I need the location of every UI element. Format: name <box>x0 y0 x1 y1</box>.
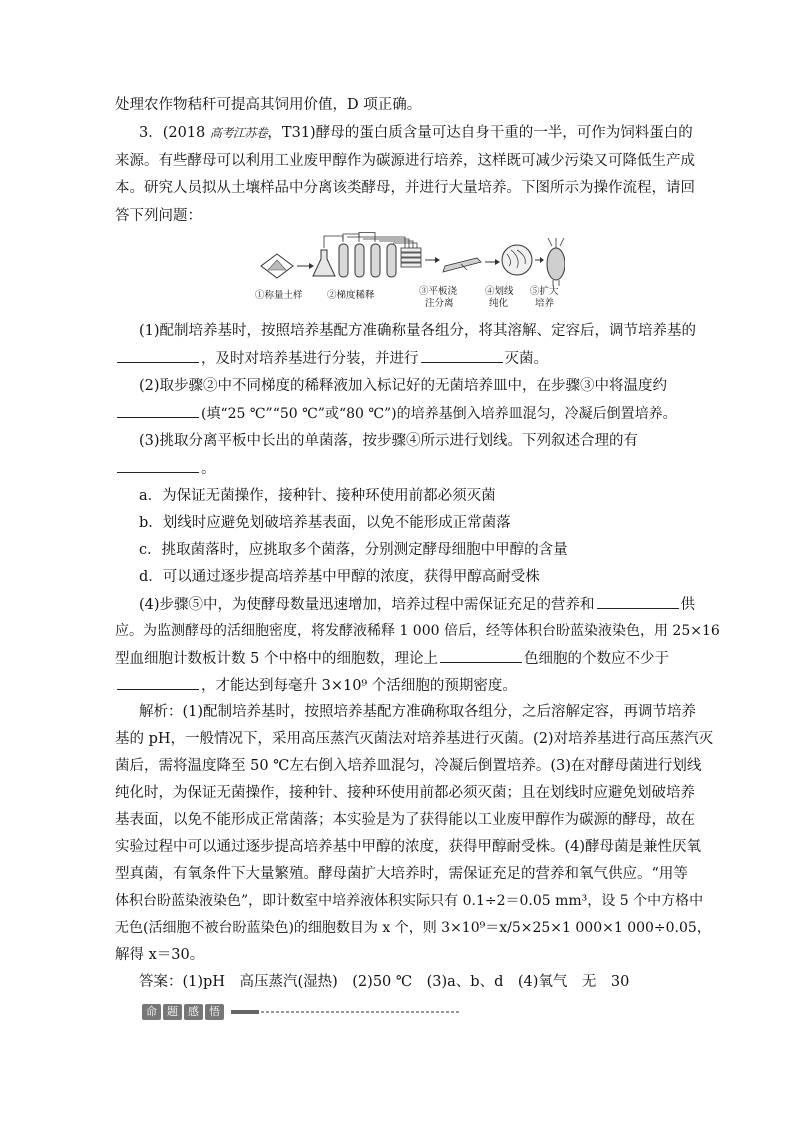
badge-char: 题 <box>163 1004 182 1020</box>
solution-text: 纯化时，为保证无菌操作，接种针、接种环使用前都必须灭菌；且在划线时应避免划破培养 <box>115 785 695 801</box>
solution-text: 型真菌，有氧条件下大量繁殖。酵母菌扩大培养时，需保证充足的营养和氧气供应。“用等 <box>115 866 688 882</box>
answer-blank <box>117 403 199 418</box>
answer-blank <box>440 648 522 663</box>
answer-blank <box>117 675 199 690</box>
question-4-cont <box>115 675 517 696</box>
answer-blank <box>597 594 679 609</box>
solution-text: 基表面，以免不能形成正常菌落；本实验是为了获得能以工业废甲醇作为碳源的酵母，故在 <box>115 812 695 828</box>
text-line: 来源。有些酵母可以利用工业废甲醇作为碳源进行培养，这样既可减少污染又可降低生产成 <box>115 153 695 169</box>
diagram-caption: 培养 <box>535 298 555 309</box>
option-d: d．可以通过逐步提高培养基中甲醇的浓度，获得甲醇高耐受株 <box>139 569 540 585</box>
question-3-header <box>139 123 693 143</box>
text-fragment: ，T31)酵母的蛋白质含量可达自身干重的一半，可作为饲料蛋白的 <box>267 125 693 141</box>
option-b: b．划线时应避免划破培养基表面，以免不能形成正常菌落 <box>139 515 511 531</box>
solution-text: 解析：(1)配制培养基时，按照培养基配方准确称取各组分，之后溶解定容，再调节培养 <box>139 704 697 720</box>
answer-blank <box>421 348 503 363</box>
procedure-diagram-svg <box>255 232 565 296</box>
solution-text: 解得 x＝30。 <box>115 947 205 963</box>
solution-text: 菌后，需将温度降至 50 ℃左右倒入培养皿混匀，冷凝后倒置培养。(3)在对酵母菌进行划线 <box>115 758 702 774</box>
text-fragment: 3．(2018 <box>139 125 210 141</box>
answer-blank <box>117 458 199 473</box>
text-fragment: 。 <box>201 461 216 477</box>
question-2: (2)取步骤②中不同梯度的稀释液加入标记好的无菌培养皿中，在步骤③中将温度约 <box>139 378 668 394</box>
diagram-caption: ⑤扩大 <box>530 286 559 297</box>
question-4-cont <box>115 648 669 669</box>
badge-char: 感 <box>184 1004 203 1020</box>
text-line: 答下列问题： <box>115 208 202 224</box>
question-3: (3)挑取分离平板中长出的单菌落，按步骤④所示进行划线。下列叙述合理的有 <box>139 433 639 449</box>
option-c: c．挑取菌落时，应挑取多个菌落，分别测定酵母细胞中甲醇的含量 <box>139 542 568 558</box>
solution-text: 体积台盼蓝染液染色”，即计数室中培养液体积实际只有 0.1÷2＝0.05 mm³，设 5 个中方格中 <box>115 893 704 909</box>
solution-text: 实验过程中可以通过逐步提高培养基中甲醇的浓度，获得甲醇耐受株。(4)酵母菌是兼性厌氧 <box>115 839 702 855</box>
diagram-caption: ②梯度稀释 <box>327 290 375 301</box>
procedure-diagram <box>255 232 565 320</box>
diagram-caption: ③平板浇 <box>419 286 458 297</box>
source-label: 高考江苏卷 <box>209 126 268 140</box>
text-line: 本。研究人员拟从土壤样品中分离该类酵母，并进行大量培养。下图所示为操作流程，请回 <box>115 180 695 196</box>
question-1: (1)配制培养基时，按照培养基配方准确称量各组分，将其溶解、定容后，调节培养基的 <box>139 323 697 339</box>
text-fragment: 灭菌。 <box>504 351 548 367</box>
question-2-cont <box>115 403 677 424</box>
text-fragment: ，才能达到每毫升 3×10⁹ 个活细胞的预期密度。 <box>201 678 517 694</box>
answer-line: 答案：(1)pH 高压蒸汽(湿热) (2)50 ℃ (3)a、b、d (4)氧气 无 30 <box>139 974 630 990</box>
badge-char: 悟 <box>205 1004 224 1020</box>
text-fragment: 供 <box>680 597 696 613</box>
text-fragment: 型血细胞计数板计数 5 个中格中的细胞数，理论上 <box>115 651 438 667</box>
divider <box>231 1011 461 1013</box>
question-4 <box>139 594 695 615</box>
question-3-cont <box>115 458 216 479</box>
question-4-cont: 应。为监测酵母的活细胞密度，将发酵液稀释 1 000 倍后，经等体积台盼蓝染液染色，用 25×16 <box>115 623 720 639</box>
text-fragment: ，及时对培养基进行分装，并进行 <box>201 351 419 367</box>
diagram-caption: ④划线 <box>485 286 514 297</box>
text-line: 处理农作物秸秆可提高其饲用价值，D 项正确。 <box>115 97 422 113</box>
diagram-caption: 注分离 <box>425 298 454 309</box>
text-fragment: 色细胞的个数应不少于 <box>523 651 669 667</box>
section-badge <box>142 1004 224 1020</box>
option-a: a．为保证无菌操作，接种针、接种环使用前都必须灭菌 <box>139 488 496 504</box>
badge-char: 命 <box>142 1004 161 1020</box>
diagram-caption: 纯化 <box>489 298 509 309</box>
diagram-caption: ①称量土样 <box>255 290 303 301</box>
solution-text: 基的 pH，一般情况下，采用高压蒸汽灭菌法对培养基进行灭菌。(2)对培养基进行高压蒸汽灭 <box>115 731 714 747</box>
question-1-cont <box>115 348 548 369</box>
solution-text: 无色(活细胞不被台盼蓝染色)的细胞数目为 x 个，则 3×10⁹＝x/5×25×1 000×1 000÷0.05， <box>115 920 711 936</box>
text-fragment: (4)步骤⑤中，为使酵母数量迅速增加，培养过程中需保证充足的营养和 <box>139 597 595 613</box>
answer-blank <box>117 348 199 363</box>
text-fragment: (填“25 ℃”“50 ℃”或“80 ℃”)的培养基倒入培养皿混匀，冷凝后倒置培养。 <box>201 406 677 422</box>
